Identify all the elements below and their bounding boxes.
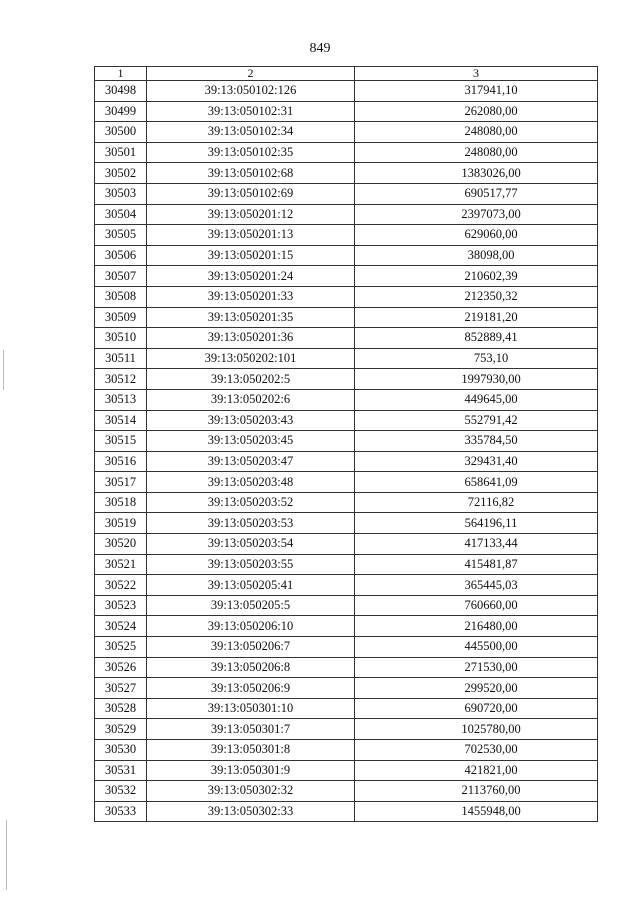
cadastral-number-cell: 39:13:050102:34 [147, 122, 355, 143]
row-number-cell: 30520 [95, 534, 147, 555]
row-number-cell: 30518 [95, 492, 147, 513]
value-cell: 219181,20 [355, 307, 598, 328]
row-number-cell: 30524 [95, 616, 147, 637]
row-number-cell: 30528 [95, 698, 147, 719]
row-number-cell: 30500 [95, 122, 147, 143]
cadastral-number-cell: 39:13:050102:69 [147, 183, 355, 204]
table-row [95, 204, 598, 225]
row-number-cell: 30510 [95, 328, 147, 349]
row-number-cell: 30512 [95, 369, 147, 390]
table-row [95, 637, 598, 658]
value-cell: 317941,10 [355, 81, 598, 102]
value-cell: 552791,42 [355, 410, 598, 431]
cadastral-number-cell: 39:13:050206:10 [147, 616, 355, 637]
value-cell: 415481,87 [355, 554, 598, 575]
value-cell: 38098,00 [355, 245, 598, 266]
cadastral-table [94, 66, 598, 822]
value-cell: 449645,00 [355, 389, 598, 410]
cadastral-number-cell: 39:13:050206:8 [147, 657, 355, 678]
table-row [95, 389, 598, 410]
table-row [95, 801, 598, 822]
value-cell: 72116,82 [355, 492, 598, 513]
value-cell: 271530,00 [355, 657, 598, 678]
cadastral-number-cell: 39:13:050201:36 [147, 328, 355, 349]
row-number-cell: 30502 [95, 163, 147, 184]
cadastral-number-cell: 39:13:050202:5 [147, 369, 355, 390]
row-number-cell: 30531 [95, 760, 147, 781]
table-row [95, 740, 598, 761]
page-number: 849 [309, 41, 331, 56]
table-body [95, 81, 598, 822]
value-cell: 1997930,00 [355, 369, 598, 390]
value-cell: 760660,00 [355, 595, 598, 616]
table-row [95, 369, 598, 390]
row-number-cell: 30517 [95, 472, 147, 493]
table-row [95, 183, 598, 204]
row-number-cell: 30508 [95, 286, 147, 307]
cadastral-number-cell: 39:13:050301:8 [147, 740, 355, 761]
table-row [95, 286, 598, 307]
row-number-cell: 30498 [95, 81, 147, 102]
row-number-cell: 30525 [95, 637, 147, 658]
row-number-cell: 30499 [95, 101, 147, 122]
value-cell: 1025780,00 [355, 719, 598, 740]
value-cell: 212350,32 [355, 286, 598, 307]
cadastral-number-cell: 39:13:050206:9 [147, 678, 355, 699]
cadastral-number-cell: 39:13:050301:9 [147, 760, 355, 781]
cadastral-number-cell: 39:13:050203:52 [147, 492, 355, 513]
table-row [95, 122, 598, 143]
column-header-3: 3 [355, 67, 598, 81]
table-row [95, 163, 598, 184]
row-number-cell: 30532 [95, 781, 147, 802]
value-cell: 1383026,00 [355, 163, 598, 184]
row-number-cell: 30501 [95, 142, 147, 163]
value-cell: 262080,00 [355, 101, 598, 122]
row-number-cell: 30526 [95, 657, 147, 678]
cadastral-number-cell: 39:13:050201:35 [147, 307, 355, 328]
value-cell: 417133,44 [355, 534, 598, 555]
table-row [95, 554, 598, 575]
table-row [95, 472, 598, 493]
scan-artifact [3, 350, 4, 390]
value-cell: 210602,39 [355, 266, 598, 287]
cadastral-number-cell: 39:13:050201:15 [147, 245, 355, 266]
table-row [95, 451, 598, 472]
table-row [95, 595, 598, 616]
scan-artifact [6, 820, 7, 890]
value-cell: 248080,00 [355, 122, 598, 143]
table-row [95, 307, 598, 328]
row-number-cell: 30516 [95, 451, 147, 472]
value-cell: 2397073,00 [355, 204, 598, 225]
cadastral-number-cell: 39:13:050102:126 [147, 81, 355, 102]
value-cell: 852889,41 [355, 328, 598, 349]
table-row [95, 348, 598, 369]
table-row [95, 492, 598, 513]
row-number-cell: 30506 [95, 245, 147, 266]
table-row [95, 266, 598, 287]
value-cell: 690517,77 [355, 183, 598, 204]
row-number-cell: 30523 [95, 595, 147, 616]
value-cell: 216480,00 [355, 616, 598, 637]
row-number-cell: 30515 [95, 431, 147, 452]
value-cell: 335784,50 [355, 431, 598, 452]
row-number-cell: 30504 [95, 204, 147, 225]
cadastral-number-cell: 39:13:050102:31 [147, 101, 355, 122]
cadastral-number-cell: 39:13:050301:7 [147, 719, 355, 740]
cadastral-number-cell: 39:13:050203:43 [147, 410, 355, 431]
row-number-cell: 30513 [95, 389, 147, 410]
row-number-cell: 30511 [95, 348, 147, 369]
cadastral-number-cell: 39:13:050202:6 [147, 389, 355, 410]
cadastral-number-cell: 39:13:050102:68 [147, 163, 355, 184]
value-cell: 445500,00 [355, 637, 598, 658]
value-cell: 753,10 [355, 348, 598, 369]
cadastral-number-cell: 39:13:050201:12 [147, 204, 355, 225]
cadastral-number-cell: 39:13:050203:53 [147, 513, 355, 534]
cadastral-number-cell: 39:13:050202:101 [147, 348, 355, 369]
table-row [95, 616, 598, 637]
table-row [95, 245, 598, 266]
row-number-cell: 30533 [95, 801, 147, 822]
row-number-cell: 30503 [95, 183, 147, 204]
table-row [95, 513, 598, 534]
row-number-cell: 30530 [95, 740, 147, 761]
row-number-cell: 30519 [95, 513, 147, 534]
table-row [95, 81, 598, 102]
cadastral-number-cell: 39:13:050203:48 [147, 472, 355, 493]
value-cell: 702530,00 [355, 740, 598, 761]
value-cell: 690720,00 [355, 698, 598, 719]
value-cell: 629060,00 [355, 225, 598, 246]
table-row [95, 431, 598, 452]
value-cell: 421821,00 [355, 760, 598, 781]
value-cell: 248080,00 [355, 142, 598, 163]
cadastral-number-cell: 39:13:050205:5 [147, 595, 355, 616]
value-cell: 564196,11 [355, 513, 598, 534]
value-cell: 658641,09 [355, 472, 598, 493]
table-row [95, 698, 598, 719]
table-row [95, 534, 598, 555]
row-number-cell: 30522 [95, 575, 147, 596]
cadastral-number-cell: 39:13:050206:7 [147, 637, 355, 658]
column-header-2: 2 [147, 67, 355, 81]
cadastral-number-cell: 39:13:050201:13 [147, 225, 355, 246]
cadastral-number-cell: 39:13:050102:35 [147, 142, 355, 163]
row-number-cell: 30514 [95, 410, 147, 431]
column-header-1: 1 [95, 67, 147, 81]
value-cell: 299520,00 [355, 678, 598, 699]
cadastral-number-cell: 39:13:050205:41 [147, 575, 355, 596]
cadastral-number-cell: 39:13:050201:33 [147, 286, 355, 307]
table-row [95, 225, 598, 246]
table-header [95, 67, 598, 81]
table-row [95, 328, 598, 349]
row-number-cell: 30521 [95, 554, 147, 575]
cadastral-number-cell: 39:13:050302:32 [147, 781, 355, 802]
cadastral-number-cell: 39:13:050203:47 [147, 451, 355, 472]
cadastral-number-cell: 39:13:050203:54 [147, 534, 355, 555]
table-row [95, 575, 598, 596]
table-row [95, 760, 598, 781]
value-cell: 1455948,00 [355, 801, 598, 822]
cadastral-number-cell: 39:13:050201:24 [147, 266, 355, 287]
value-cell: 329431,40 [355, 451, 598, 472]
cadastral-number-cell: 39:13:050301:10 [147, 698, 355, 719]
value-cell: 365445,03 [355, 575, 598, 596]
table-row [95, 101, 598, 122]
cadastral-number-cell: 39:13:050203:55 [147, 554, 355, 575]
table-row [95, 657, 598, 678]
row-number-cell: 30529 [95, 719, 147, 740]
table-row [95, 410, 598, 431]
value-cell: 2113760,00 [355, 781, 598, 802]
table-row [95, 678, 598, 699]
row-number-cell: 30505 [95, 225, 147, 246]
header-row [95, 67, 598, 81]
row-number-cell: 30527 [95, 678, 147, 699]
table-row [95, 781, 598, 802]
cadastral-number-cell: 39:13:050302:33 [147, 801, 355, 822]
table-row [95, 142, 598, 163]
cadastral-number-cell: 39:13:050203:45 [147, 431, 355, 452]
row-number-cell: 30509 [95, 307, 147, 328]
table-row [95, 719, 598, 740]
row-number-cell: 30507 [95, 266, 147, 287]
